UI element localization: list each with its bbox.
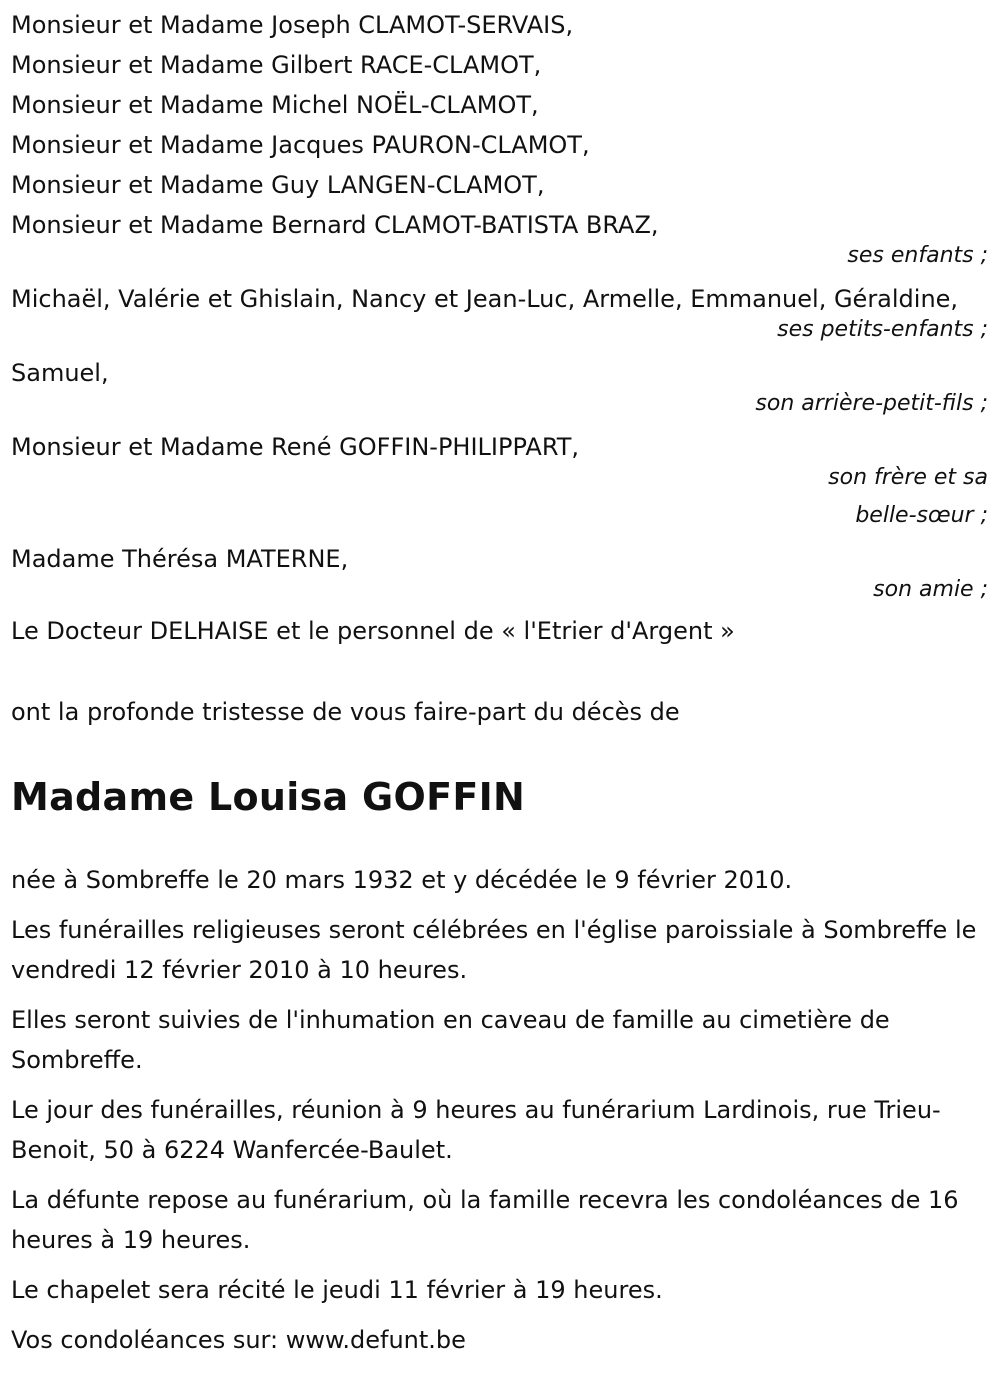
grandchildren-relation: ses petits-enfants ; [777, 317, 988, 342]
child-entry: Monsieur et Madame Bernard CLAMOT-BATISTA BRAZ, [11, 211, 659, 239]
deceased-name: Madame Louisa GOFFIN [11, 775, 526, 819]
child-entry: Monsieur et Madame Guy LANGEN-CLAMOT, [11, 171, 545, 199]
great-grandchild: Samuel, [11, 359, 109, 387]
care-staff-entry: Le Docteur DELHAISE et le personnel de « l'Etrier d'Argent » [11, 617, 735, 645]
funeral-details [11, 860, 990, 1360]
funeral-service: Les funérailles religieuses seront célébrées en l'église paroissiale à Sombreffe le vendredi 12 février 2010 à 10 heures. [11, 916, 977, 984]
condolences-link: Vos condoléances sur: www.defunt.be [11, 1326, 466, 1354]
children-relation: ses enfants ; [847, 243, 988, 268]
child-entry: Monsieur et Madame Gilbert RACE-CLAMOT, [11, 51, 542, 79]
visitation-info: La défunte repose au funérarium, où la famille recevra les condoléances de 16 heures à 19 heures. [11, 1186, 959, 1254]
children-list [11, 0, 990, 245]
child-entry: Monsieur et Madame Jacques PAURON-CLAMOT, [11, 131, 590, 159]
sibling-entry: Monsieur et Madame René GOFFIN-PHILIPPART, [11, 433, 580, 461]
birth-death-dates: née à Sombreffe le 20 mars 1932 et y décédée le 9 février 2010. [11, 866, 793, 894]
announcement-text: ont la profonde tristesse de vous faire-part du décès de [11, 698, 680, 726]
friend-entry: Madame Thérésa MATERNE, [11, 545, 349, 573]
great-grandchild-relation: son arrière-petit-fils ; [755, 391, 988, 416]
child-entry: Monsieur et Madame Joseph CLAMOT-SERVAIS, [11, 11, 574, 39]
grandchildren-list: Michaël, Valérie et Ghislain, Nancy et Jean-Luc, Armelle, Emmanuel, Géraldine, [11, 285, 959, 313]
child-entry: Monsieur et Madame Michel NOËL-CLAMOT, [11, 91, 539, 119]
friend-relation: son amie ; [873, 577, 988, 602]
sibling-relation: son frère et sa belle-sœur ; [828, 465, 988, 528]
rosary-info: Le chapelet sera récité le jeudi 11 février à 19 heures. [11, 1276, 663, 1304]
burial-info: Elles seront suivies de l'inhumation en caveau de famille au cimetière de Sombreffe. [11, 1006, 890, 1074]
meeting-info: Le jour des funérailles, réunion à 9 heures au funérarium Lardinois, rue Trieu-Benoit, 50 à 6224 Wanfercée-Baulet. [11, 1096, 941, 1164]
